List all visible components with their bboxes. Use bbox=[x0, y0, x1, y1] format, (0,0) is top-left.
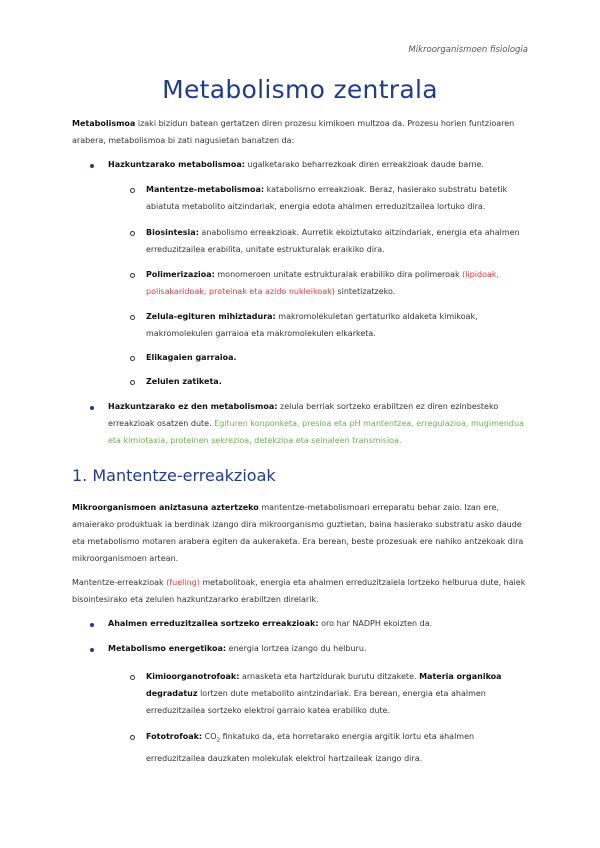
sub-item-text: CO bbox=[202, 732, 217, 741]
sub-item-kimioorganotrofoak bbox=[146, 668, 530, 719]
sub-bullet-circle bbox=[130, 356, 135, 361]
sub-item-text: monomeroen unitate estrukturalak erabiliko dira polimeroak bbox=[214, 270, 463, 279]
subscript: 2 bbox=[216, 737, 221, 744]
intro-text: izaki bizidun batean gertatzen diren prozesu kimikoen multzoa da. Prozesu horien funtzioaren arabera, metabolismoa bi zati nagusietan banatzen da: bbox=[72, 119, 515, 145]
list-item-term: Ahalmen erreduzitzailea sortzeko erreakzioak: bbox=[108, 619, 319, 628]
sub-item-term: Zelula-egituren mihiztadura: bbox=[146, 312, 276, 321]
sub-item-text-2: lortzen dute metabolito aintzindariak. Era berean, energia eta ahalmen erreduzitzailea sortzeko elektroi garraio katea erabiliko dute. bbox=[146, 689, 486, 715]
list-item-text: ugalketarako beharrezkoak diren erreakzioak daude barne. bbox=[244, 160, 484, 169]
sub-item-mihiztadura bbox=[146, 308, 530, 342]
sub-item-biosintesia bbox=[146, 224, 530, 258]
sub-bullet-circle bbox=[130, 735, 135, 740]
sub-item-text-end: sintetizatzeko. bbox=[334, 287, 396, 296]
sub-item-text: arnasketa eta hartzidurak burutu ditzakete. bbox=[239, 672, 420, 681]
sub-item-term: Mantentze-metabolismoa: bbox=[146, 185, 265, 194]
section-paragraph-2 bbox=[72, 574, 532, 608]
sub-item-mantentze bbox=[146, 181, 530, 215]
list-item-hazkuntza bbox=[108, 156, 530, 173]
list-item-metabolismo-energetikoa bbox=[108, 640, 530, 657]
sub-item-fototrofoak bbox=[146, 728, 530, 767]
sub-item-term: Zelulen zatiketa. bbox=[146, 377, 222, 386]
sub-item-term: Biosintesia: bbox=[146, 228, 199, 237]
sub-bullet-circle bbox=[130, 188, 135, 193]
paragraph-text: mantentze-metabolismoari erreparatu behar zaio. Izan ere, amaierako produktuak ia berdinak izango dira mikroorganismo guztietan, baina hasierako substratu asko daude eta metabolismo motaren arabera egiten da aukeraketa. Era berean, beste prozesuak ere nahiko antzekoak dira mikroorganismoen artean. bbox=[72, 503, 524, 563]
list-item-term: Hazkuntzarako ez den metabolismoa: bbox=[108, 402, 278, 411]
list-item-text: zelula berriak sortzeko erabiltzen ez diren ezinbesteko erreakzioak osatzen dute. bbox=[108, 402, 499, 428]
page-title: Metabolismo zentrala bbox=[162, 75, 438, 104]
bullet-dot bbox=[90, 406, 94, 410]
list-item-ez-hazkuntza bbox=[108, 398, 530, 449]
sub-item-text: anabolismo erreakzioak. Aurretik ekoiztutako aitzindariak, energia eta ahalmen erreduzitzailea erabilita, unitate estrukturalak eraikiko dira. bbox=[146, 228, 520, 254]
sub-item-elikagaien-garraioa bbox=[146, 349, 530, 366]
sub-bullet-circle bbox=[130, 380, 135, 385]
intro-paragraph bbox=[72, 115, 532, 149]
sub-item-text: katabolismo erreakzioak. Beraz, hasierako substratu batetik abiatuta metabolito aitzindariak, energia edota ahalmen erreduzitzailea lortuko dira. bbox=[146, 185, 508, 211]
sub-bullet-circle bbox=[130, 273, 135, 278]
sub-item-term: Kimioorganotrofoak: bbox=[146, 672, 240, 681]
list-item-text: energia lortzea izango du helburu. bbox=[226, 644, 367, 653]
section-paragraph-1 bbox=[72, 499, 532, 567]
list-item-ahalmen bbox=[108, 615, 530, 632]
bullet-dot bbox=[90, 623, 94, 627]
highlight-red: (fueling) bbox=[166, 578, 200, 587]
sub-item-zelulen-zatiketa bbox=[146, 373, 530, 390]
paragraph-term: Mikroorganismoen aniztasuna aztertzeko bbox=[72, 503, 259, 512]
paragraph-text: Mantentze-erreakzioak bbox=[72, 578, 167, 587]
sub-item-term-2: Materia organikoa degradatuz bbox=[146, 672, 502, 698]
sub-item-text-end: finkatuko da, eta horretarako energia argitik lortu eta ahalmen erreduzitzailea dauzkaten molekulak elektroi hartzaileak izango dira. bbox=[146, 732, 475, 763]
running-header: Mikroorganismoen fisiologia bbox=[408, 45, 528, 55]
sub-bullet-circle bbox=[130, 315, 135, 320]
highlight-red: (lipidoak, polisakaridoak, proteinak eta azido nukleikoak) bbox=[146, 270, 500, 296]
list-item-text: oro har NADPH ekoizten da. bbox=[318, 619, 433, 628]
list-item-term: Metabolismo energetikoa: bbox=[108, 644, 227, 653]
paragraph-text-end: metabolitoak, energia eta ahalmen erreduzitzaiela lortzeko helburua dute, haiek bisointesirako eta zelulen hazkuntzararko erabiltzen direlarik. bbox=[72, 578, 526, 604]
section-heading: 1. Mantentze-erreakzioak bbox=[72, 466, 276, 485]
bullet-dot bbox=[90, 164, 94, 168]
sub-item-text: makromolekuletan gertaturiko aldaketa kimikoak, makromolekulen garraioa eta makromolekulen elkarketa. bbox=[146, 312, 478, 338]
sub-item-polimerizazioa bbox=[146, 266, 530, 300]
sub-item-term: Elikagaien garraioa. bbox=[146, 353, 237, 362]
sub-item-term: Fototrofoak: bbox=[146, 732, 203, 741]
sub-bullet-circle bbox=[130, 675, 135, 680]
bullet-dot bbox=[90, 648, 94, 652]
highlight-green: Egituren konponketa, presioa eta pH mantentzea, erregulazioa, mugimendua eta kimiotaxia, proteinen sekrezioa, detekzioa eta seinaleen transmisioa. bbox=[108, 419, 524, 445]
sub-bullet-circle bbox=[130, 231, 135, 236]
intro-term: Metabolismoa bbox=[72, 119, 136, 128]
sub-item-term: Polimerizazioa: bbox=[146, 270, 215, 279]
list-item-term: Hazkuntzarako metabolismoa: bbox=[108, 160, 245, 169]
